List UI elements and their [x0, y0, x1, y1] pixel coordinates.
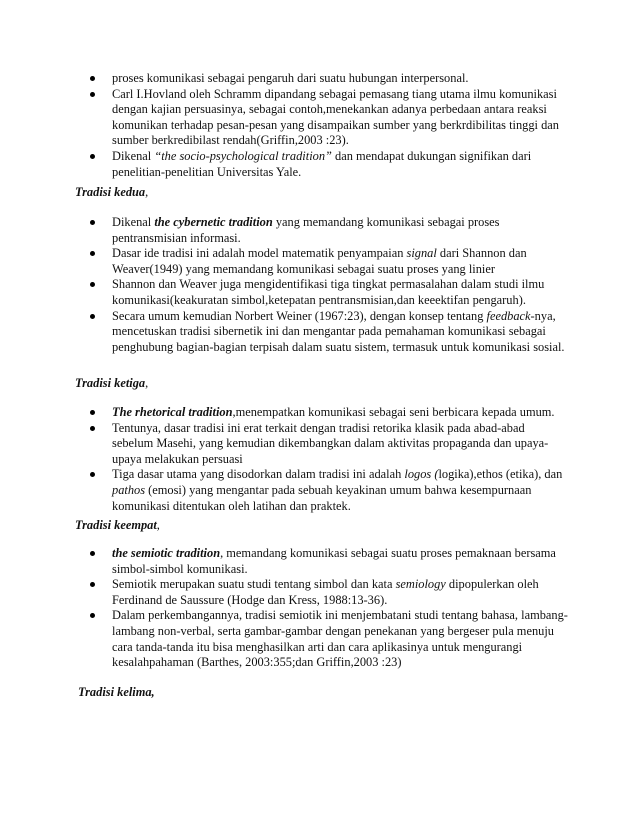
- section-heading-ketiga: Tradisi ketiga,: [75, 376, 149, 390]
- bullet-icon: [90, 92, 95, 97]
- section-heading-kedua: Tradisi kedua,: [75, 185, 149, 199]
- list-item: Shannon dan Weaver juga mengidentifikasi tiga tingkat permasalahan dalam studi ilmu komunikasi(keakuratan simbol,ketepatan pentransmisian,dan keeektifan pengaruh).: [112, 277, 568, 308]
- list-item: Secara umum kemudian Norbert Weiner (1967:23), dengan konsep tentang feedback-nya, mencetuskan tradisi sibernetik ini dan mengantar pada pemahaman komunikasi sebagai penghubung bagian-bagian terpisah dalam suatu sistem, termasuk untuk komunikasi sosial.: [112, 309, 568, 356]
- list-item: Dikenal “the socio-psychological tradition” dan mendapat dukungan signifikan dari penelitian-penelitian Universitas Yale.: [112, 149, 568, 180]
- bullet-list-tradisi-keempat: [0, 546, 568, 671]
- bullet-list-tradisi-ketiga: [0, 405, 568, 514]
- bullet-icon: [90, 472, 95, 477]
- list-item: Tentunya, dasar tradisi ini erat terkait dengan tradisi retorika klasik pada abad-abad sebelum Masehi, yang kemudian dikembangkan dalam aktivitas propaganda dan upaya-upaya melakukan persuasi: [112, 421, 568, 468]
- section-heading-keempat: Tradisi keempat,: [75, 518, 160, 532]
- bullet-icon: [90, 251, 95, 256]
- list-item: proses komunikasi sebagai pengaruh dari suatu hubungan interpersonal.: [112, 71, 568, 87]
- bullet-list-tradisi-kedua: [0, 215, 568, 355]
- bullet-icon: [90, 76, 95, 81]
- bullet-icon: [90, 582, 95, 587]
- section-heading-kelima: Tradisi kelima,: [78, 685, 155, 699]
- bullet-icon: [90, 613, 95, 618]
- list-item: Dasar ide tradisi ini adalah model matematik penyampaian signal dari Shannon dan Weaver(1949) yang memandang komunikasi sebagai suatu proses yang linier: [112, 246, 568, 277]
- bullet-icon: [90, 282, 95, 287]
- list-item: The rhetorical tradition,menempatkan komunikasi sebagai seni berbicara kepada umum.: [112, 405, 568, 421]
- bullet-list-tradisi-pertama: [0, 71, 568, 180]
- list-item: Dikenal the cybernetic tradition yang memandang komunikasi sebagai proses pentransmisian informasi.: [112, 215, 568, 246]
- list-item: Carl I.Hovland oleh Schramm dipandang sebagai pemasang tiang utama ilmu komunikasi dengan kajian persuasinya, sebagai contoh,menekankan adanya perbedaan antara reaksi komunikan terhadap pesan-pesan yang disampaikan sumber yang berkrdibilitas tinggi dan sumber berkredibilast rendah(Griffin,2003 :23).: [112, 87, 568, 149]
- bullet-icon: [90, 410, 95, 415]
- bullet-icon: [90, 154, 95, 159]
- bullet-icon: [90, 314, 95, 319]
- list-item: Dalam perkembangannya, tradisi semiotik ini menjembatani studi tentang bahasa, lambang-lambang non-verbal, serta gambar-gambar dengan penekanan yang bergeser pula menuju cara tanda-tanda itu bisa menghasilkan arti dan cara aplikasinya untuk mengurangi kesalahpahaman (Barthes, 2003:355;dan Griffin,2003 :23): [112, 608, 568, 670]
- list-item: Semiotik merupakan suatu studi tentang simbol dan kata semiology dipopulerkan oleh Ferdinand de Saussure (Hodge dan Kress, 1988:13-36).: [112, 577, 568, 608]
- bullet-icon: [90, 220, 95, 225]
- bullet-icon: [90, 426, 95, 431]
- bullet-icon: [90, 551, 95, 556]
- list-item: Tiga dasar utama yang disodorkan dalam tradisi ini adalah logos (logika),ethos (etika), dan pathos (emosi) yang mengantar pada sebuah keyakinan umum bahwa kesempurnaan komunikasi ditentukan oleh latihan dan praktek.: [112, 467, 568, 514]
- list-item: the semiotic tradition, memandang komunikasi sebagai suatu proses pemaknaan bersama simbol-simbol komunikasi.: [112, 546, 568, 577]
